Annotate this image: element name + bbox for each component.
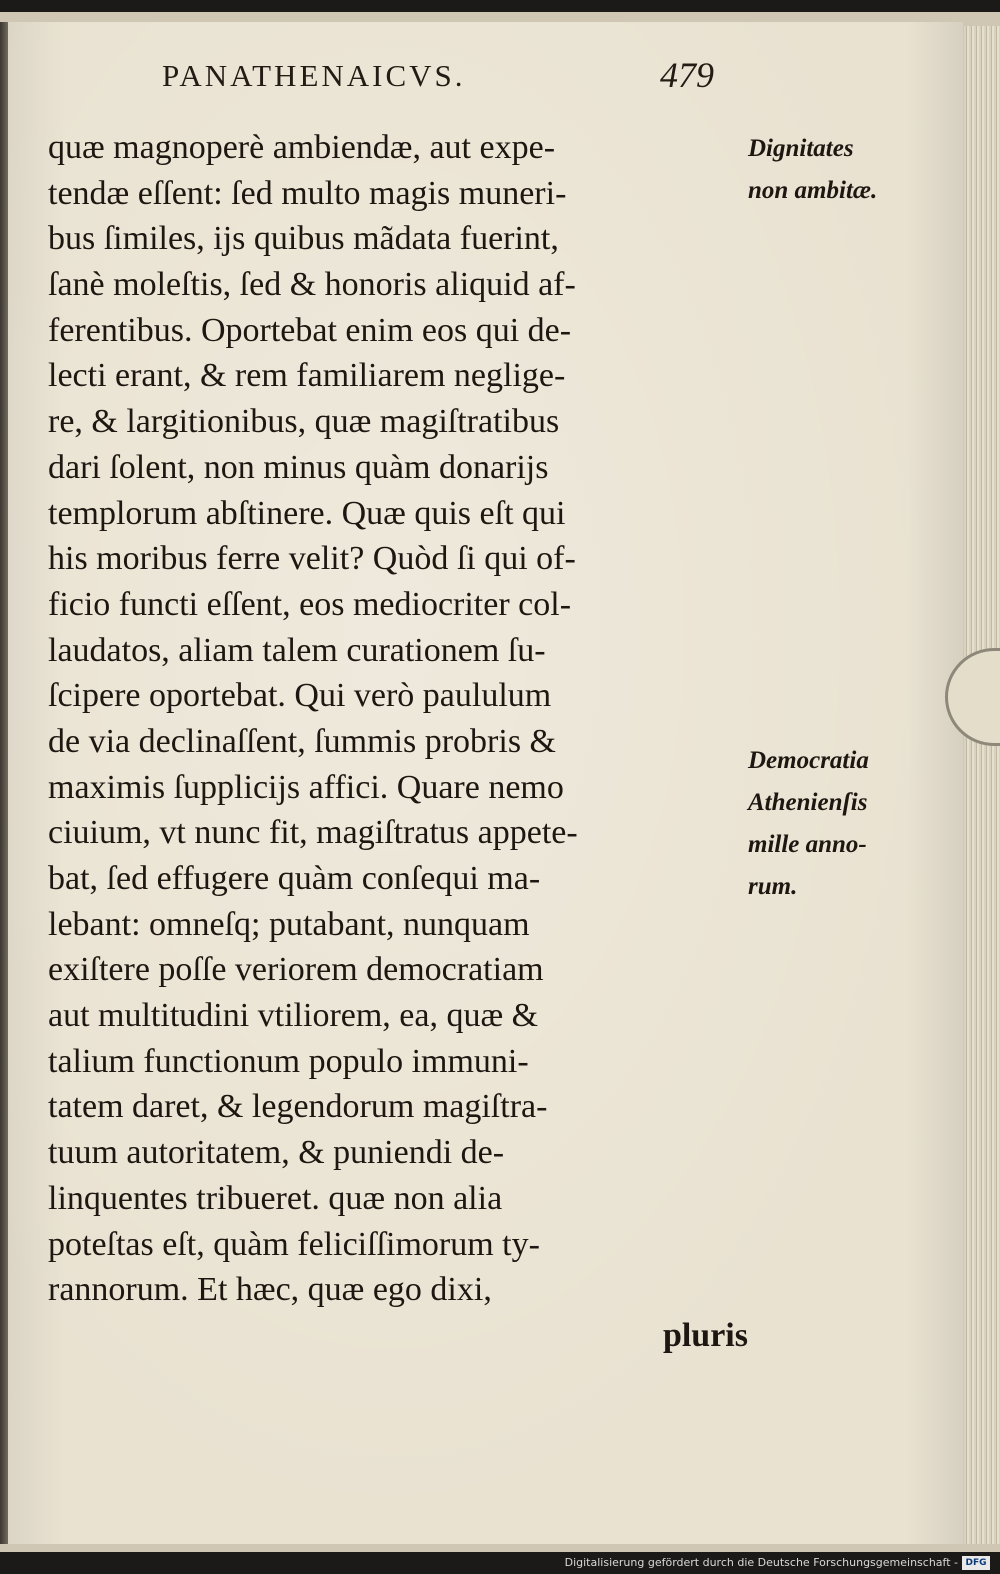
page-header	[148, 55, 748, 102]
text-line: tatem daret, & legendorum magiſtra-	[48, 1088, 548, 1126]
text-line: ficio functi eſſent, eos mediocriter col-	[48, 585, 572, 623]
margin-note-dignitates	[748, 128, 877, 212]
margin-note-line: mille anno-	[748, 831, 867, 858]
page-number: 479	[660, 55, 714, 95]
dfg-logo: DFG	[962, 1556, 990, 1570]
margin-note-democratia	[748, 740, 869, 908]
text-line: lebant: omneſq; putabant, nunquam	[48, 905, 530, 943]
funding-notice: Digitalisierung gefördert durch die Deutsche Forschungsgemeinschaft -	[564, 1556, 958, 1569]
margin-note-line: Dignitates	[748, 135, 854, 162]
text-line: re, & largitionibus, quæ magiſtratibus	[48, 403, 560, 441]
running-title: PANATHENAICVS.	[162, 58, 466, 93]
text-line: linquentes tribueret. quæ non alia	[48, 1179, 503, 1217]
margin-note-line: Athenienſis	[748, 789, 868, 816]
page-edges	[964, 26, 1000, 1544]
text-line: ſcipere oportebat. Qui verò paululum	[48, 677, 552, 715]
catchword: pluris	[662, 1316, 748, 1354]
text-line: his moribus ferre velit? Quòd ſi qui of-	[48, 540, 576, 578]
body-text	[48, 125, 748, 1359]
text-line: dari ſolent, non minus quàm donarijs	[48, 448, 549, 486]
footer-bar	[0, 1552, 1000, 1574]
text-line: laudatos, aliam talem curationem ſu-	[48, 631, 546, 669]
margin-note-line: Democratia	[748, 747, 869, 774]
text-line: quæ magnoperè ambiendæ, aut expe-	[48, 129, 556, 166]
text-line: tendæ eſſent: ſed multo magis muneri-	[48, 174, 567, 212]
text-line: rannorum. Et hæc, quæ ego dixi,	[48, 1271, 492, 1309]
text-line: aut multitudini vtiliorem, ea, quæ &	[48, 997, 539, 1035]
text-line: ſanè moleſtis, ſed & honoris aliquid af-	[48, 266, 576, 304]
text-line: de via declinaſſent, ſummis probris &	[48, 722, 557, 760]
text-line: poteſtas eſt, quàm feliciſſimorum ty-	[48, 1225, 540, 1263]
text-line: talium functionum populo immuni-	[48, 1042, 529, 1080]
margin-note-line: rum.	[748, 873, 798, 900]
text-line: bus ſimiles, ijs quibus mãdata fuerint,	[48, 220, 559, 258]
text-line: bat, ſed effugere quàm conſequi ma-	[48, 860, 541, 897]
text-line: templorum abſtinere. Quæ quis eſt qui	[48, 494, 566, 532]
text-line: exiſtere poſſe veriorem democratiam	[48, 951, 544, 989]
text-line: ciuium, vt nunc fit, magiſtratus appete-	[48, 814, 578, 852]
text-line: lecti erant, & rem familiarem neglige-	[48, 357, 566, 395]
text-line: tuum autoritatem, & puniendi de-	[48, 1134, 505, 1172]
text-line: ferentibus. Oportebat enim eos qui de-	[48, 311, 572, 349]
margin-note-line: non ambitæ.	[748, 177, 878, 204]
text-line: maximis ſupplicijs affici. Quare nemo	[48, 768, 564, 806]
